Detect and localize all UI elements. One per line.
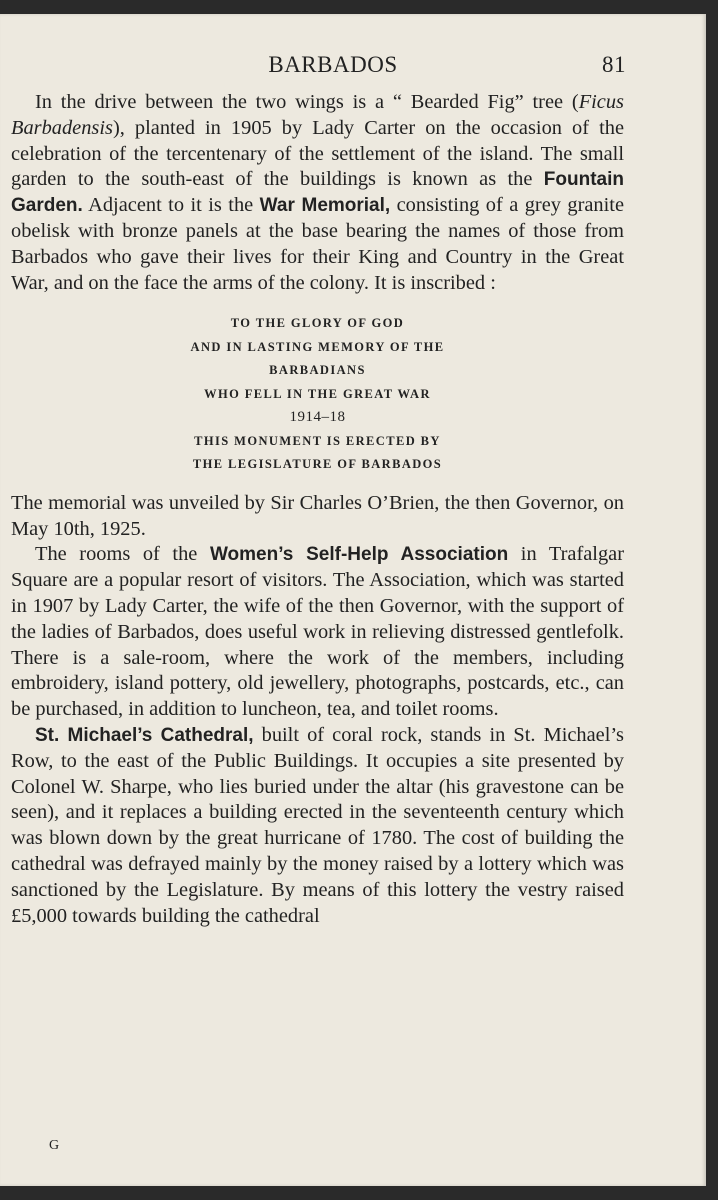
- text-run: consisting of a grey granite obelisk with bronze panels at the base bearing the names of those from Barbados who gave their lives for their King and Country in the Great War, and on the face the arms of the colony. It is inscribed :: [11, 194, 624, 294]
- bold-war-memorial: War Memorial,: [259, 195, 391, 217]
- bold-self-help-association: Women’s Self-Help Association: [209, 544, 509, 566]
- text-run: In the drive between the two wings is a “ Bearded Fig” tree (: [35, 91, 579, 113]
- text-run: in Trafalgar Square are a popular resort of visitors. The Association, which was started in 1907 by Lady Carter, the wife of the then Governor, with the support of the ladies of Barbados, does useful work in relieving distressed gentlefolk. There is a sale-room, where the work of the members, including embroidery, island pottery, old jewellery, photographs, postcards, etc., can be purchased, in addition to luncheon, tea, and toilet rooms.: [11, 543, 625, 721]
- inscription-line: THE LEGISLATURE OF BARBADOS: [192, 457, 443, 472]
- inscription-line: BARBADIANS: [269, 363, 366, 378]
- text-run: The rooms of the: [35, 543, 210, 566]
- bold-st-michaels-cathedral: St. Michael’s Cathedral,: [35, 725, 254, 747]
- paragraph-bearded-fig: [11, 90, 624, 296]
- memorial-inscription: [11, 312, 624, 477]
- running-header: [0, 52, 706, 82]
- italic-species-name: Ficus Barbadensis: [11, 91, 624, 139]
- text-run: Adjacent to it is the: [82, 194, 260, 217]
- page-number: 81: [602, 52, 626, 77]
- paragraph-unveiling: The memorial was unveiled by Sir Charles O’Brien, the then Governor, on May 10th, 1925.: [11, 491, 624, 540]
- text-run: built of coral rock, stands in St. Michael’s Row, to the east of the Public Buildings. It occupies a site presented by Colonel W. Sharpe, who lies buried under the altar (his gravestone can be seen), and it replaces a building erected in the seventeenth century which was blown down by the great hurricane of 1780. The cost of building the cathedral was defrayed mainly by the money raised by a lottery which was sanctioned by the Legislature. By means of this lottery the vestry raised £5,000 towards building the cathedral: [11, 724, 624, 927]
- body-text: [11, 90, 624, 929]
- book-page: [0, 14, 706, 1186]
- inscription-line: AND IN LASTING MEMORY OF THE: [190, 339, 445, 354]
- paragraph-cathedral: [11, 723, 624, 929]
- inscription-line: WHO FELL IN THE GREAT WAR: [204, 386, 431, 401]
- inscription-line: THIS MONUMENT IS ERECTED BY: [194, 433, 441, 448]
- inscription-line: TO THE GLORY OF GOD: [230, 316, 405, 331]
- bold-fountain-garden: Fountain Garden.: [11, 169, 624, 217]
- signature-mark: G: [49, 1138, 60, 1153]
- text-run: ), planted in 1905 by Lady Carter on the occasion of the celebration of the tercentenary of the settlement of the island. The small garden to the south-east of the buildings is known as the: [11, 116, 624, 191]
- running-title: BARBADOS: [268, 52, 398, 77]
- inscription-years: 1914–18: [289, 409, 346, 426]
- paragraph-self-help: [11, 542, 624, 723]
